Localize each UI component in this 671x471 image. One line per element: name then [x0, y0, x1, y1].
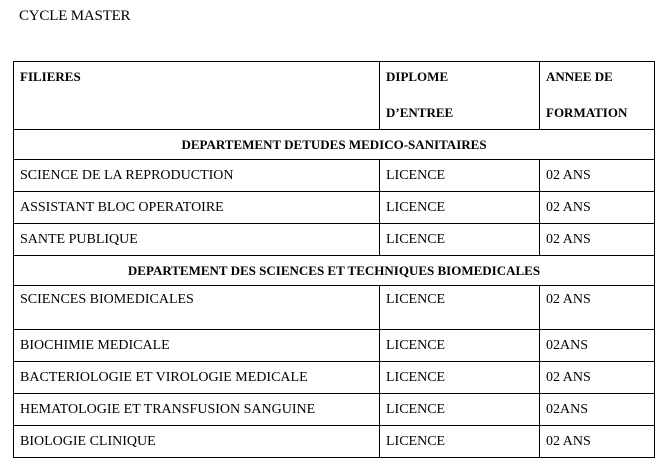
header-filieres: FILIERES: [14, 62, 380, 130]
table-row: [14, 286, 655, 330]
table-row: [14, 192, 655, 224]
header-diplome-entree: [380, 62, 540, 130]
duree-cell: 02ANS: [540, 394, 655, 426]
duree-cell: 02 ANS: [540, 192, 655, 224]
diplome-cell: LICENCE: [380, 192, 540, 224]
filiere-cell: BACTERIOLOGIE ET VIROLOGIE MEDICALE: [14, 362, 380, 394]
header-annee-line2: FORMATION: [546, 105, 628, 120]
duree-cell: 02 ANS: [540, 160, 655, 192]
diplome-cell: LICENCE: [380, 286, 540, 330]
diplome-cell: LICENCE: [380, 330, 540, 362]
filiere-cell: BIOLOGIE CLINIQUE: [14, 426, 380, 458]
diplome-cell: LICENCE: [380, 426, 540, 458]
table-row: [14, 362, 655, 394]
diplome-cell: LICENCE: [380, 160, 540, 192]
table-row: [14, 394, 655, 426]
diplome-cell: LICENCE: [380, 362, 540, 394]
duree-cell: 02 ANS: [540, 426, 655, 458]
duree-cell: 02ANS: [540, 330, 655, 362]
table-row: [14, 160, 655, 192]
department-row: [14, 130, 655, 160]
table-header-row: [14, 62, 655, 130]
filiere-cell: HEMATOLOGIE ET TRANSFUSION SANGUINE: [14, 394, 380, 426]
duree-cell: 02 ANS: [540, 362, 655, 394]
diplome-cell: LICENCE: [380, 394, 540, 426]
filiere-cell: SCIENCE DE LA REPRODUCTION: [14, 160, 380, 192]
filiere-cell: ASSISTANT BLOC OPERATOIRE: [14, 192, 380, 224]
department-name: DEPARTEMENT DES SCIENCES ET TECHNIQUES BIOMEDICALES: [14, 256, 655, 286]
filiere-cell: SCIENCES BIOMEDICALES: [14, 286, 380, 330]
table-row: [14, 224, 655, 256]
table-row: [14, 426, 655, 458]
department-name: DEPARTEMENT DETUDES MEDICO-SANITAIRES: [14, 130, 655, 160]
diplome-cell: LICENCE: [380, 224, 540, 256]
duree-cell: 02 ANS: [540, 224, 655, 256]
header-diplome-line2: D’ENTREE: [386, 105, 454, 120]
header-annee-line1: ANNEE DE: [546, 69, 613, 84]
master-programs-table: [13, 61, 655, 458]
duree-cell: 02 ANS: [540, 286, 655, 330]
header-annee-formation: [540, 62, 655, 130]
filiere-cell: BIOCHIMIE MEDICALE: [14, 330, 380, 362]
header-diplome-line1: DIPLOME: [386, 69, 449, 84]
department-row: [14, 256, 655, 286]
table-row: [14, 330, 655, 362]
filiere-cell: SANTE PUBLIQUE: [14, 224, 380, 256]
page-title: CYCLE MASTER: [19, 8, 131, 24]
